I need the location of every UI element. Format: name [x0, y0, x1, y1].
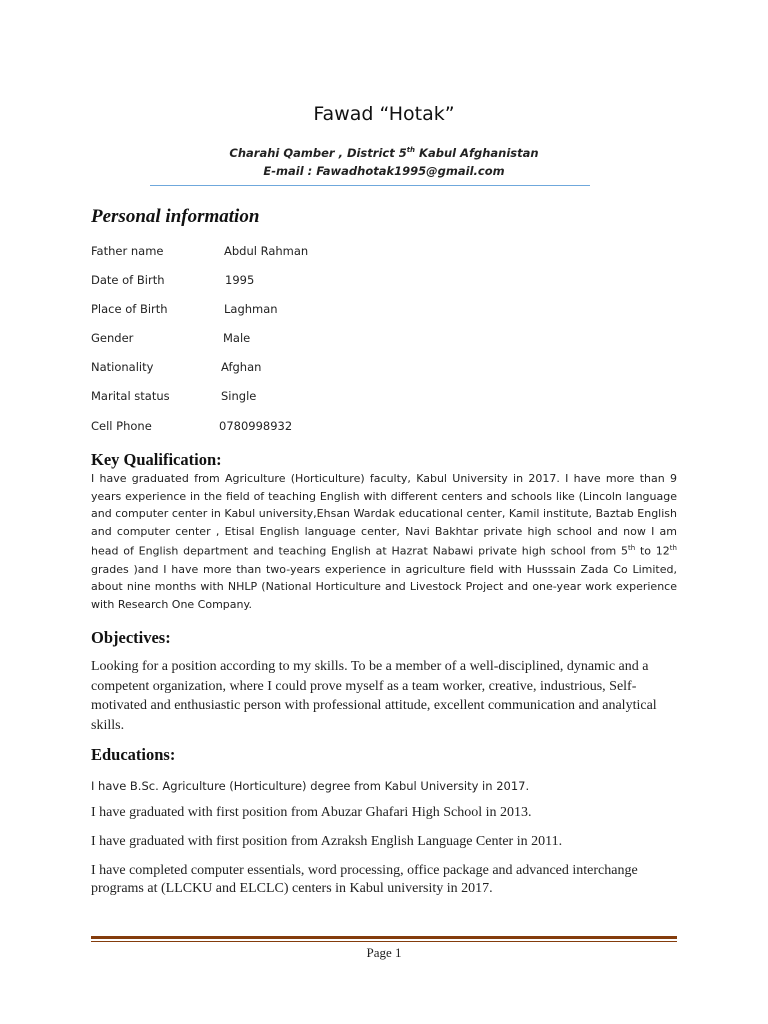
- objectives-text: Looking for a position according to my skills. To be a member of a well-disciplined, dynamic and a competent organization, where I could prove myself as a team worker, creative, industrious, Self-motivated and enthusiastic person with professional attitude, excellent communication and analytical skills.: [91, 659, 657, 733]
- kq-text-part-3: grades )and I have more than two-years experience in agriculture field with Husssain Zada Co Limited, about nine months with NHLP (National Horticulture and Livestock Project and one-year work experience with Research One Company.: [91, 562, 677, 611]
- address-city: Kabul Afghanistan: [415, 146, 539, 160]
- cell-phone-label: Cell Phone: [91, 419, 152, 433]
- address-superscript: th: [406, 146, 416, 155]
- kq-sup-1: th: [628, 544, 636, 553]
- father-name-value: Abdul Rahman: [224, 244, 309, 258]
- footer-rule-thick: [91, 936, 677, 939]
- education-item: I have graduated with first position from Abuzar Ghafari High School in 2013.: [91, 805, 532, 820]
- education-item: I have completed computer essentials, word processing, office package and advanced interchange programs at (LLCKU and ELCLC) centers in Kabul university in 2017.: [91, 863, 638, 896]
- marital-status-value: Single: [221, 389, 257, 403]
- resume-name: Fawad “Hotak”: [313, 103, 455, 125]
- address-line: [0, 146, 768, 160]
- kq-text-part-1: I have graduated from Agriculture (Horticulture) faculty, Kabul University in 2017. I have more than 9 years experience in the field of teaching English with different centers and schools like (Lincoln language and computer center in Kabul university,Ehsan Wardak educational center, Kamil institute, Baztab English and computer center , Etisal English language center, Navi Bakhtar private high school and now I am head of English department and teaching English at Hazrat Nabawi private high school from 5: [91, 472, 677, 559]
- marital-status-label: Marital status: [91, 389, 170, 403]
- key-qualification-text: [91, 470, 677, 613]
- email-line: E-mail : Fawadhotak1995@gmail.com: [263, 164, 505, 178]
- pob-value: Laghman: [224, 302, 278, 316]
- father-name-label: Father name: [91, 244, 164, 258]
- kq-text-part-2: to 12: [635, 545, 670, 559]
- gender-value: Male: [223, 331, 251, 345]
- education-item: I have graduated with first position from Azraksh English Language Center in 2011.: [91, 834, 563, 849]
- education-item: I have B.Sc. Agriculture (Horticulture) degree from Kabul University in 2017.: [91, 779, 530, 793]
- cell-phone-value: 0780998932: [219, 419, 293, 433]
- gender-label: Gender: [91, 331, 134, 345]
- key-qualification-heading: Key Qualification:: [91, 450, 222, 469]
- address-text: Charahi Qamber , District 5: [229, 146, 407, 160]
- page-number: Page 1: [366, 945, 402, 960]
- pob-label: Place of Birth: [91, 302, 168, 316]
- educations-heading: Educations:: [91, 745, 176, 764]
- dob-label: Date of Birth: [91, 273, 165, 287]
- kq-sup-2: th: [669, 544, 677, 553]
- dob-value: 1995: [225, 273, 255, 287]
- header-rule: [150, 185, 590, 186]
- footer-rule-thin: [91, 941, 677, 942]
- nationality-label: Nationality: [91, 360, 154, 374]
- objectives-heading: Objectives:: [91, 628, 171, 647]
- personal-info-heading: Personal information: [91, 206, 260, 227]
- nationality-value: Afghan: [221, 360, 262, 374]
